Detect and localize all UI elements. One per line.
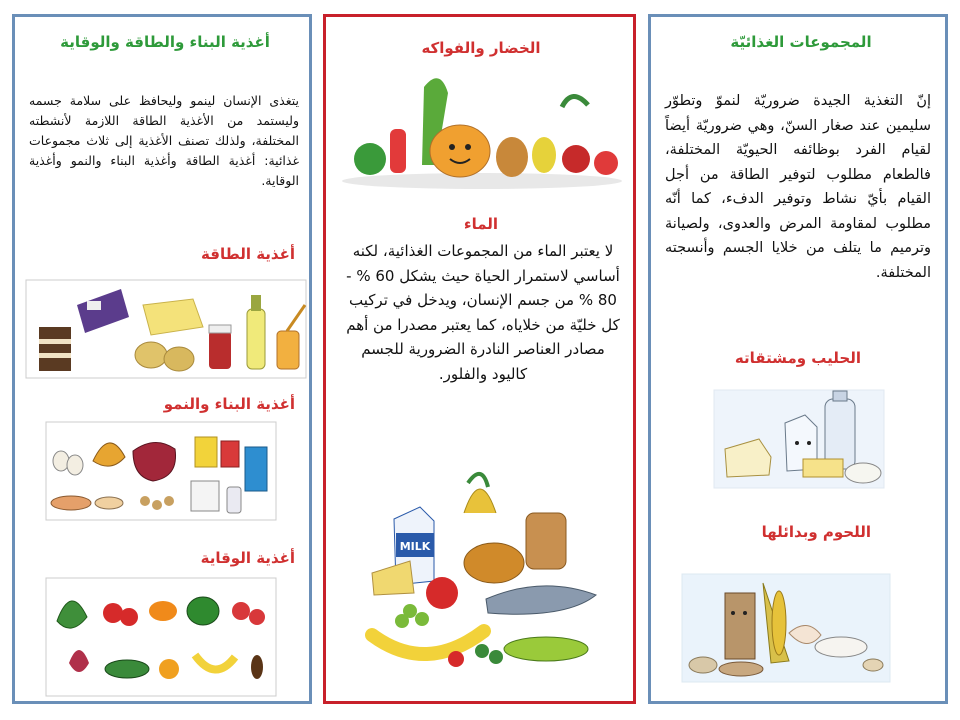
milk-carton-text: MILK bbox=[399, 540, 431, 553]
left-intro: يتغذى الإنسان لينمو وليحافظ على سلامة جسمه وليستمد من الأغذية الطاقة اللازمة لأنشطته المختلفة، ولذلك تصنف الأغذية إلى ثلاث مجموعات غذائية: أغذية الطاقة وأغذية البناء والنمو وأغذية الوقاية. bbox=[29, 93, 299, 188]
vegetables-fruits-heading: الخضار والفواكه bbox=[421, 39, 541, 57]
water-text: لا يعتبر الماء من المجموعات الغذائية، لكنه أساسي لاستمرار الحياة حيث يشكل 60 % - 80 % من جسم الإنسان، ويدخل في تركيب كل خليّة من خلاياه، كما يعتبر مصدرا من أهم مصادر العناصر النادرة الضرورية للجسم كاليود والفلور. bbox=[346, 242, 620, 383]
middle-panel bbox=[323, 14, 636, 704]
vegetables-fruits-illustration bbox=[336, 67, 628, 191]
right-intro: إنّ التغذية الجيدة ضروريّة لنموّ وتطوّر سليمين عند صغار السنّ، وهي ضروريّة أيضاً لقيام الفرد بوظائفه الحيويّة المختلفة، فالطعام مطلوب لتوفير الطاقة من أجل القيام بأيّ نشاط وتوفير الدفء، كما أنّه مطلوب لمقاومة المرض والعدوى، ولصيانة وترميم ما يتلف من خلايا الجسم وأنسجته المختلفة. bbox=[665, 93, 931, 281]
right-panel bbox=[648, 14, 948, 704]
building-heading: أغذية البناء والنمو bbox=[163, 395, 295, 413]
protection-heading: أغذية الوقاية bbox=[200, 549, 295, 567]
energy-heading: أغذية الطاقة bbox=[201, 245, 295, 263]
protection-foods-illustration bbox=[45, 577, 277, 697]
left-title: أغذية البناء والطاقة والوقاية bbox=[60, 33, 270, 51]
meat-alternatives-illustration bbox=[681, 573, 891, 683]
food-pile-illustration bbox=[356, 463, 616, 679]
building-foods-illustration bbox=[45, 421, 277, 521]
dairy-heading: الحليب ومشتقاته bbox=[734, 349, 861, 367]
left-panel bbox=[12, 14, 312, 704]
dairy-illustration bbox=[713, 389, 885, 489]
water-heading: الماء bbox=[463, 215, 499, 233]
meat-heading: اللحوم وبدائلها bbox=[761, 523, 871, 541]
right-title: المجموعات الغذائيّة bbox=[730, 33, 872, 51]
energy-foods-illustration bbox=[25, 279, 307, 379]
